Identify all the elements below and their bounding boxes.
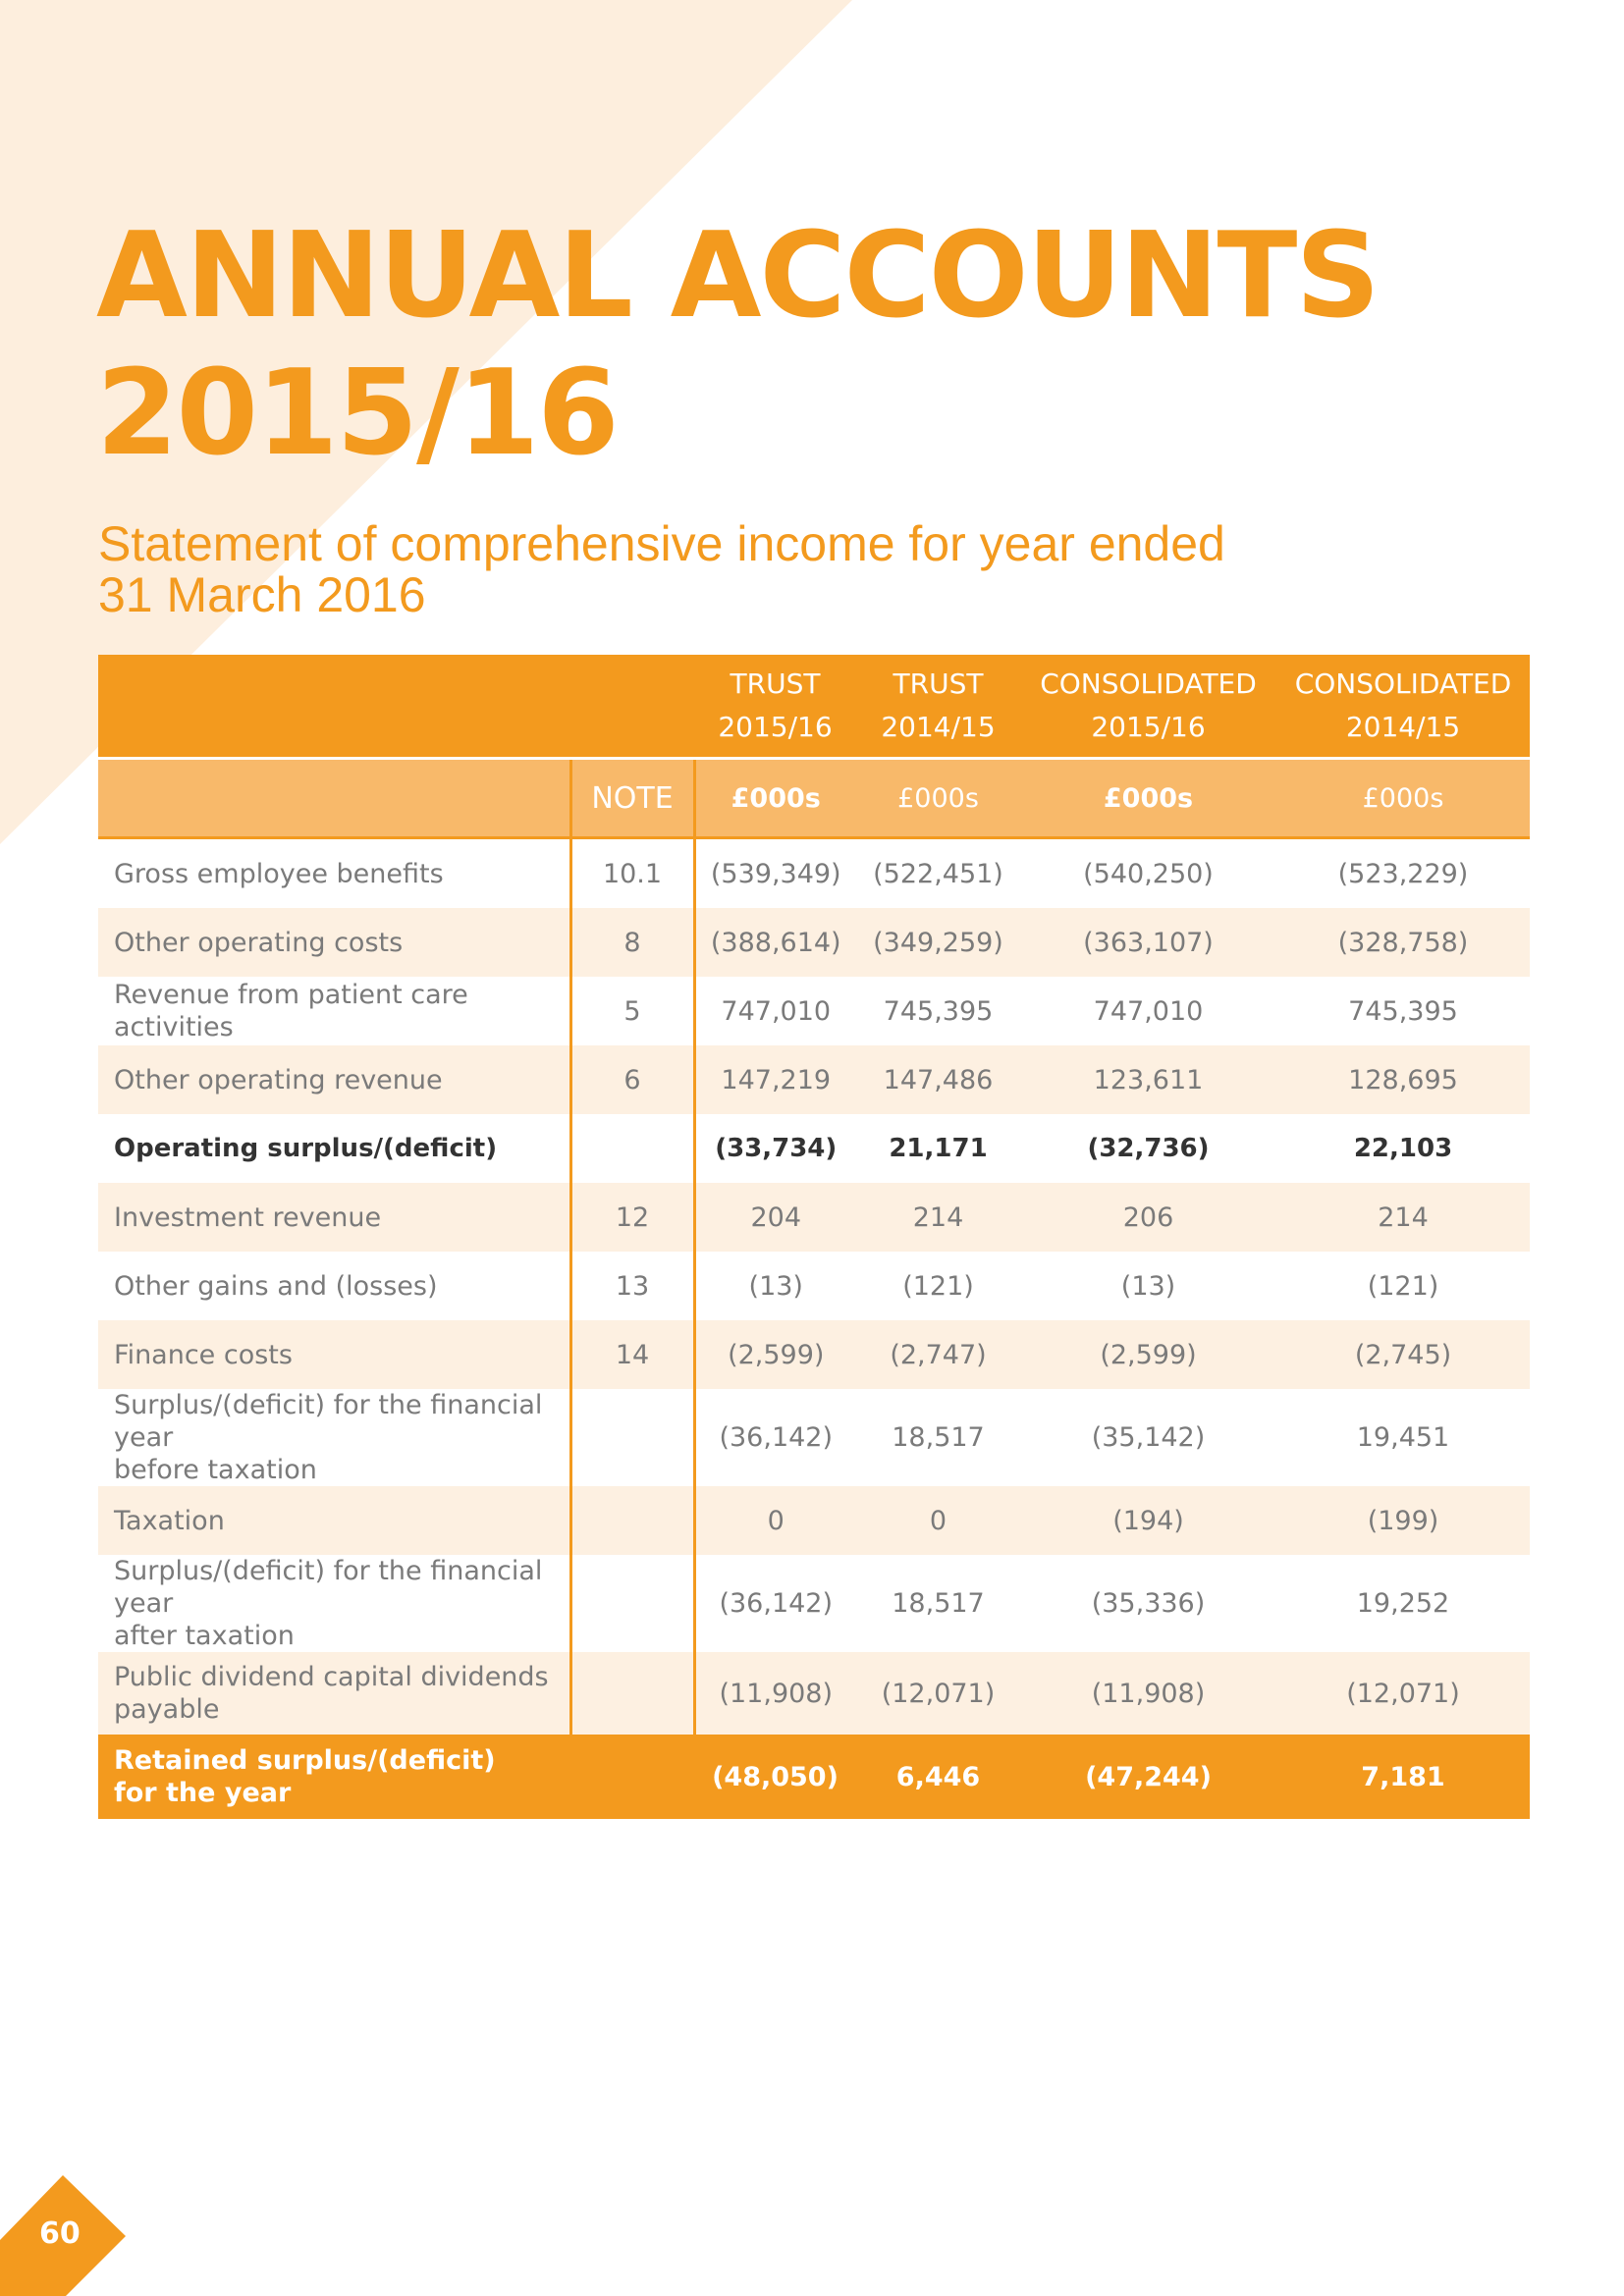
total-row <box>98 1735 1530 1819</box>
table-row <box>98 1389 1530 1486</box>
value-trust-2015-16: 204 <box>694 1183 856 1252</box>
value-trust-2014-15: (2,747) <box>856 1320 1020 1389</box>
value-consolidated-2015-16: (35,336) <box>1091 1588 1206 1619</box>
value-trust-2015-16: (36,142) <box>719 1588 834 1619</box>
subtotal-row <box>98 1114 1530 1183</box>
value-consolidated-2014-15: (199) <box>1276 1486 1530 1555</box>
value-consolidated-2014-15: (2,745) <box>1276 1320 1530 1389</box>
row-note <box>570 1652 694 1735</box>
value-trust-2015-16: (33,734) <box>715 1133 838 1163</box>
value-consolidated-2015-16: (540,250) <box>1083 858 1214 889</box>
value-consolidated-2014-15: (121) <box>1367 1270 1439 1302</box>
value-trust-2015-16: 147,219 <box>694 1045 856 1114</box>
value-consolidated-2014-15: (12,071) <box>1276 1652 1530 1735</box>
row-label: Other operating revenue <box>98 1045 570 1114</box>
value-consolidated-2015-16: 747,010 <box>1093 995 1204 1027</box>
value-consolidated-2015-16: (363,107) <box>1020 908 1276 977</box>
value-trust-2015-16: (2,599) <box>694 1320 856 1389</box>
header-consolidated-2015-16: CONSOLIDATED 2015/16 <box>1020 655 1276 759</box>
subtitle-line-2: 31 March 2016 <box>98 567 426 622</box>
row-note <box>570 1389 694 1486</box>
row-note: 6 <box>570 1045 694 1114</box>
row-note: 12 <box>570 1183 694 1252</box>
table-row <box>98 1486 1530 1555</box>
subtitle-line-1: Statement of comprehensive income for year ended <box>98 516 1225 571</box>
row-note <box>570 1555 694 1652</box>
table-row <box>98 1252 1530 1320</box>
value-consolidated-2015-16: 123,611 <box>1020 1045 1276 1114</box>
value-trust-2014-15: (522,451) <box>873 858 1003 889</box>
note-header: NOTE <box>570 759 694 838</box>
value-trust-2015-16: (36,142) <box>719 1422 834 1453</box>
unit-header-blank <box>98 759 570 838</box>
row-note <box>570 1114 694 1183</box>
value-consolidated-2015-16: (194) <box>1020 1486 1276 1555</box>
value-consolidated-2015-16: (35,142) <box>1091 1422 1206 1453</box>
value-consolidated-2014-15: 214 <box>1276 1183 1530 1252</box>
row-label: Finance costs <box>98 1320 570 1389</box>
unit-header-row <box>98 759 1530 838</box>
value-trust-2015-16: (388,614) <box>694 908 856 977</box>
value-trust-2014-15: (12,071) <box>856 1652 1020 1735</box>
statement-subtitle <box>98 518 1225 620</box>
value-trust-2015-16: 747,010 <box>721 995 832 1027</box>
row-note: 5 <box>570 977 694 1045</box>
total-trust-2015-16: (48,050) <box>694 1735 856 1819</box>
total-consolidated-2015-16: (47,244) <box>1020 1735 1276 1819</box>
row-note <box>570 1486 694 1555</box>
row-label: Operating surplus/(deficit) <box>114 1133 498 1163</box>
table-row <box>98 1183 1530 1252</box>
table-row <box>98 1555 1530 1652</box>
value-consolidated-2015-16: (32,736) <box>1087 1133 1210 1163</box>
row-note: 14 <box>570 1320 694 1389</box>
value-trust-2014-15: 18,517 <box>892 1588 985 1619</box>
value-trust-2015-16: 0 <box>694 1486 856 1555</box>
row-label: Surplus/(deficit) for the financial year after taxation <box>114 1556 543 1651</box>
header-note-blank <box>570 655 694 759</box>
unit-trust-2015-16: £000s <box>694 759 856 838</box>
value-consolidated-2014-15: (328,758) <box>1276 908 1530 977</box>
income-statement-table <box>98 655 1530 1819</box>
value-trust-2014-15: 745,395 <box>883 995 994 1027</box>
header-consolidated-2014-15: CONSOLIDATED 2014/15 <box>1276 655 1530 759</box>
value-consolidated-2014-15: 22,103 <box>1353 1133 1453 1163</box>
value-trust-2014-15: (121) <box>902 1270 974 1302</box>
header-trust-2015-16: TRUST 2015/16 <box>694 655 856 759</box>
row-label: Other gains and (losses) <box>114 1270 438 1302</box>
value-consolidated-2014-15: 19,451 <box>1356 1422 1450 1453</box>
row-note: 8 <box>570 908 694 977</box>
row-label: Revenue from patient care activities <box>114 980 468 1042</box>
title-line-1: ANNUAL ACCOUNTS <box>96 208 1379 345</box>
total-label: Retained surplus/(deficit) for the year <box>98 1735 570 1819</box>
value-consolidated-2014-15: 745,395 <box>1348 995 1458 1027</box>
value-trust-2014-15: 0 <box>856 1486 1020 1555</box>
row-note: 10.1 <box>570 838 694 909</box>
row-label: Taxation <box>98 1486 570 1555</box>
value-consolidated-2014-15: 128,695 <box>1276 1045 1530 1114</box>
value-trust-2014-15: (349,259) <box>856 908 1020 977</box>
row-label: Investment revenue <box>98 1183 570 1252</box>
unit-trust-2014-15: £000s <box>856 759 1020 838</box>
value-consolidated-2015-16: 206 <box>1020 1183 1276 1252</box>
header-blank <box>98 655 570 759</box>
unit-consolidated-2015-16: £000s <box>1020 759 1276 838</box>
page-title <box>96 208 1379 483</box>
value-trust-2015-16: (13) <box>748 1270 803 1302</box>
value-consolidated-2015-16: (11,908) <box>1020 1652 1276 1735</box>
table-row <box>98 977 1530 1045</box>
table-row <box>98 1652 1530 1735</box>
page-number: 60 <box>39 2216 81 2251</box>
value-trust-2014-15: 214 <box>856 1183 1020 1252</box>
title-line-2: 2015/16 <box>96 346 618 482</box>
total-note-blank <box>570 1735 694 1819</box>
value-trust-2014-15: 147,486 <box>856 1045 1020 1114</box>
value-trust-2014-15: 18,517 <box>892 1422 985 1453</box>
value-consolidated-2015-16: (13) <box>1120 1270 1176 1302</box>
header-trust-2014-15: TRUST 2014/15 <box>856 655 1020 759</box>
column-header-row <box>98 655 1530 759</box>
row-label: Public dividend capital dividends payable <box>98 1652 570 1735</box>
unit-consolidated-2014-15: £000s <box>1276 759 1530 838</box>
row-note: 13 <box>570 1252 694 1320</box>
value-consolidated-2014-15: 19,252 <box>1356 1588 1450 1619</box>
table-row <box>98 1045 1530 1114</box>
value-consolidated-2014-15: (523,229) <box>1337 858 1469 889</box>
value-consolidated-2015-16: (2,599) <box>1020 1320 1276 1389</box>
table-row <box>98 908 1530 977</box>
table-row <box>98 1320 1530 1389</box>
value-trust-2015-16: (539,349) <box>710 858 841 889</box>
total-consolidated-2014-15: 7,181 <box>1276 1735 1530 1819</box>
value-trust-2014-15: 21,171 <box>889 1133 988 1163</box>
row-label: Other operating costs <box>98 908 570 977</box>
value-trust-2015-16: (11,908) <box>694 1652 856 1735</box>
row-label: Surplus/(deficit) for the financial year before taxation <box>114 1390 543 1485</box>
total-trust-2014-15: 6,446 <box>856 1735 1020 1819</box>
table-row <box>98 838 1530 909</box>
row-label: Gross employee benefits <box>114 858 444 889</box>
